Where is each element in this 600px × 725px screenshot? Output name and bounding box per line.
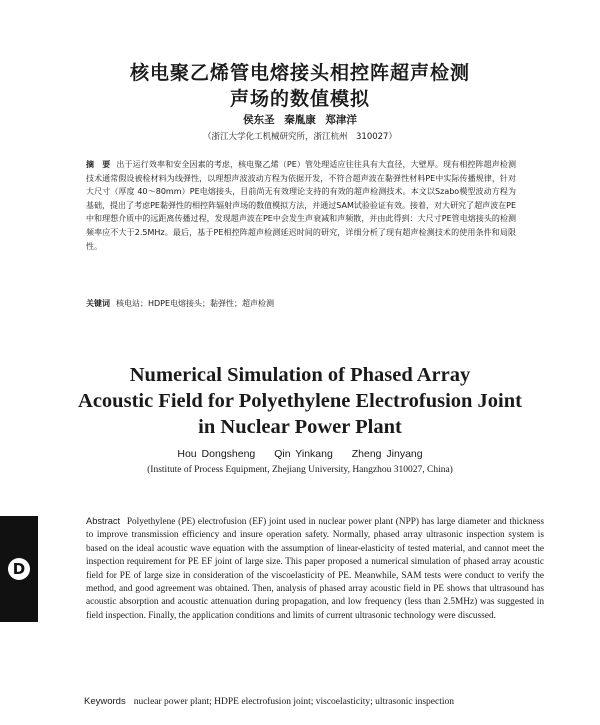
- en-author-2: Qin Yinkang: [274, 448, 333, 460]
- cn-abstract: [86, 158, 516, 253]
- cn-keywords-text: 核电站；HDPE电熔接头；黏弹性；超声检测: [116, 299, 275, 308]
- en-author-1: Hou Dongsheng: [177, 448, 256, 460]
- en-abstract: [86, 515, 544, 623]
- cn-title-line-1: 核电聚乙烯管电熔接头相控阵超声检测: [129, 62, 470, 84]
- en-keywords: [84, 696, 554, 707]
- en-title-line-3: in Nuclear Power Plant: [198, 416, 402, 438]
- en-author-3: Zheng Jinyang: [351, 448, 423, 460]
- section-letter-icon: D: [8, 558, 30, 580]
- cn-abstract-text: 出于运行效率和安全因素的考虑，核电聚乙烯（PE）管处理适应往往具有大直径，大壁厚。现有相控阵超声检测技术通常假设被检材料为线弹性，以理想声波波动方程为依据开发，不符合超声波在黏弹性材料PE中实际传播规律，针对大尺寸（厚度 40～80mm）PE电熔接头，目前尚无有效理论支持的有效的超声检测技术。本文以Szabo模型波动方程为基础，提出了考虑PE黏弹性的相控阵辐射声场的数值模拟方法，并通过SAM试验验证有效。接着，对大研究了超声波在PE中和理想介质中的远距离传播过程，发现超声波在PE中会发生声衰减和声频散，并由此得到：大尺寸PE管电熔接头的检测频率应不大于2.5MHz。最后，基于PE相控阵超声检测延迟时间的研究，详细分析了现有超声检测技术的使用条件和局限性。: [86, 160, 517, 251]
- en-keywords-text: nuclear power plant; HDPE electrofusion joint; viscoelasticity; ultrasonic inspection: [133, 697, 455, 707]
- en-keywords-label: Keywords: [84, 696, 126, 707]
- en-authors: [0, 448, 600, 460]
- cn-authors: [0, 112, 600, 127]
- section-side-tab: [0, 516, 38, 622]
- en-affiliation: (Institute of Process Equipment, Zhejiang University, Hangzhou 310027, China): [147, 465, 453, 475]
- cn-author-1: 侯东圣: [243, 114, 275, 126]
- cn-keywords: [86, 298, 526, 309]
- cn-author-3: 郑津洋: [325, 114, 357, 126]
- en-title-line-2: Acoustic Field for Polyethylene Electrofusion Joint: [78, 390, 522, 412]
- cn-affiliation: （浙江大学化工机械研究所，浙江杭州 310027）: [203, 132, 397, 142]
- cn-abstract-label: 摘 要: [86, 160, 111, 169]
- cn-keywords-label: 关键词: [86, 299, 110, 308]
- cn-author-2: 秦胤康: [284, 114, 316, 126]
- en-abstract-text: Polyethylene (PE) electrofusion (EF) joint used in nuclear power plant (NPP) has large diameter and thickness to improve transmission efficiency and insure operation safety. Normally, phased array ultrasonic inspection system is based on the ideal acoustic wave equation with the assumption of linear-elasticity of tested material, and cannot meet the inspection requirement for PE EF joint of large size. This paper proposed a numerical simulation of phased array acoustic field for PE of large size in consideration of the viscoelasticity of PE. Meanwhile, SAM tests were conduct to verify the method, and good agreement was obtained. Then, analysis of phased array acoustic field in PE shows that ultrasound has acoustic absorption and acoustic attenuation during propagation, and low frequency (less than 2.5MHz) was suggested in field inspection. Finally, the application conditions and limits of current ultrasonic technology were discussed.: [86, 517, 544, 621]
- en-title-line-1: Numerical Simulation of Phased Array: [129, 364, 471, 386]
- cn-title-line-2: 声场的数值模拟: [229, 88, 370, 110]
- en-abstract-label: Abstract: [86, 516, 121, 526]
